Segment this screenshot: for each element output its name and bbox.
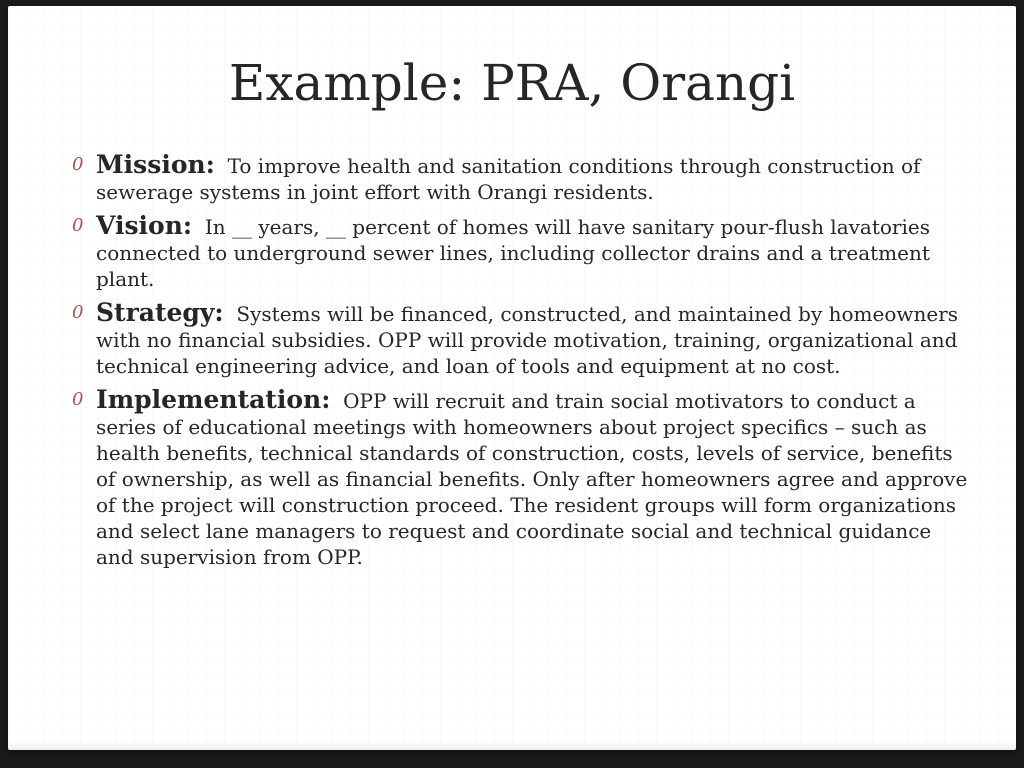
bullet-item-implementation	[68, 387, 973, 570]
bullet-term: Strategy:	[96, 298, 224, 327]
bullet-list	[68, 152, 973, 578]
bullet-marker: 0	[72, 215, 84, 236]
bullet-marker: 0	[72, 389, 84, 410]
slide	[8, 6, 1016, 750]
bullet-text: Systems will be financed, constructed, and maintained by homeowners with no financial subsidies. OPP will provide motivation, training, organizational and technical engineering advice, and loan of tools and equipment at no cost.	[96, 302, 959, 378]
slide-title: Example: PRA, Orangi	[228, 54, 796, 112]
bullet-text: To improve health and sanitation conditions through construction of sewerage systems in joint effort with Orangi residents.	[96, 154, 921, 204]
slide-bottom-edge	[8, 740, 1016, 750]
bullet-item-vision	[68, 213, 973, 292]
bullet-text: In __ years, __ percent of homes will have sanitary pour-flush lavatories connected to underground sewer lines, including collector drains and a treatment plant.	[96, 215, 930, 291]
bullet-text: OPP will recruit and train social motivators to conduct a series of educational meetings with homeowners about project specifics – such as health benefits, technical standards of construction, costs, levels of service, benefits of ownership, as well as financial benefits. Only after homeowners agree and approve of the project will construction proceed. The resident groups will form organizations and select lane managers to request and coordinate social and technical guidance and supervision from OPP.	[96, 389, 968, 569]
bullet-marker: 0	[72, 302, 84, 323]
bullet-marker: 0	[72, 154, 84, 175]
bullet-item-strategy	[68, 300, 973, 379]
bullet-term: Implementation:	[96, 385, 331, 414]
bullet-term: Vision:	[96, 211, 193, 240]
bullet-term: Mission:	[96, 150, 215, 179]
bullet-item-mission	[68, 152, 973, 205]
